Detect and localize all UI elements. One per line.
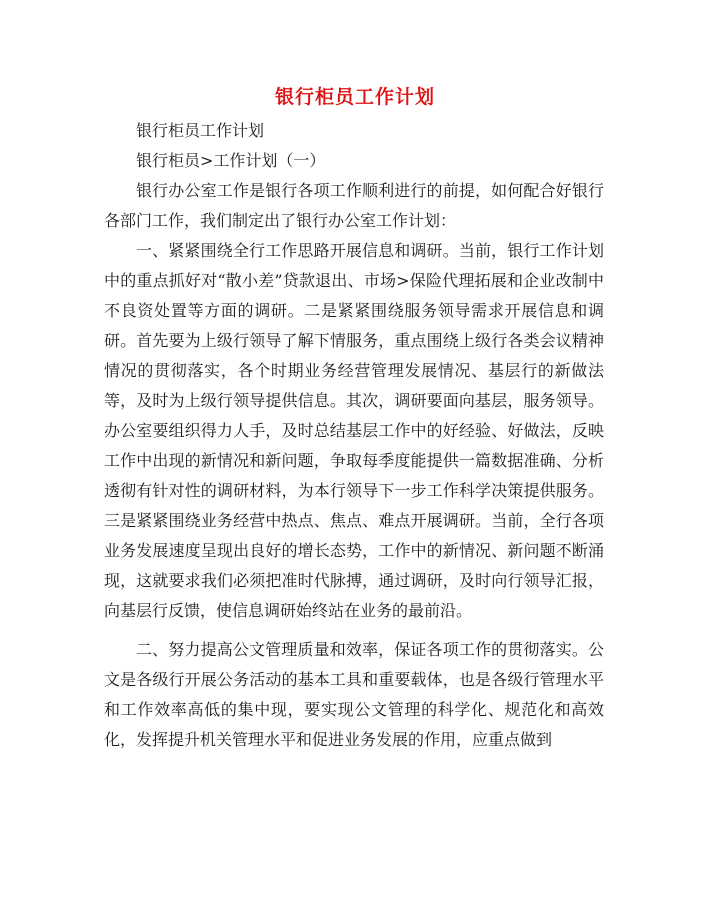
paragraph-intro: 银行办公室工作是银行各项工作顺利进行的前提，如何配合好银行各部门工作，我们制定出了银行办公室工作计划： (104, 181, 604, 230)
paragraph-section-two: 二、努力提高公文管理质量和效率，保证各项工作的贯彻落实。公文是各级行开展公务活动的基本工具和重要载体，也是各级行管理水平和工作效率高低的集中现，要实现公文管理的科学化、规范化和高效化，发挥提升机关管理水平和促进业务发展的作用，应重点做到 (104, 640, 604, 749)
document-title: 银行柜员工作计划 (274, 86, 435, 108)
paragraph-section-one: 一、紧紧围绕全行工作思路开展信息和调研。当前，银行工作计划中的重点抓好对“散小差”贷款退出、市场>保险代理拓展和企业改制中不良资处置等方面的调研。二是紧紧围绕服务领导需求开展信息和调研。首先要为上级行领导了解下情服务，重点围绕上级行各类会议精神情况的贯彻落实，各个时期业务经营管理发展情况、基层行的新做法等，及时为上级行领导提供信息。其次，调研要面向基层，服务领导。办公室要组织得力人手，及时总结基层工作中的好经验、好做法，反映工作中出现的新情况和新问题，争取每季度能提供一篇数据准确、分析透彻有针对性的调研材料，为本行领导下一步工作科学决策提供服务。三是紧紧围绕业务经营中热点、焦点、难点开展调研。当前，全行各项业务发展速度呈现出良好的增长态势，工作中的新情况、新问题不断涌现，这就要求我们必须把准时代脉搏，通过调研，及时向行领导汇报，向基层行反馈，使信息调研始终站在业务的最前沿。 (104, 241, 604, 620)
paragraph-heading: 银行柜员工作计划 (136, 121, 265, 140)
paragraph-subheading: 银行柜员>工作计划（一） (136, 151, 326, 170)
document-body (104, 116, 604, 755)
